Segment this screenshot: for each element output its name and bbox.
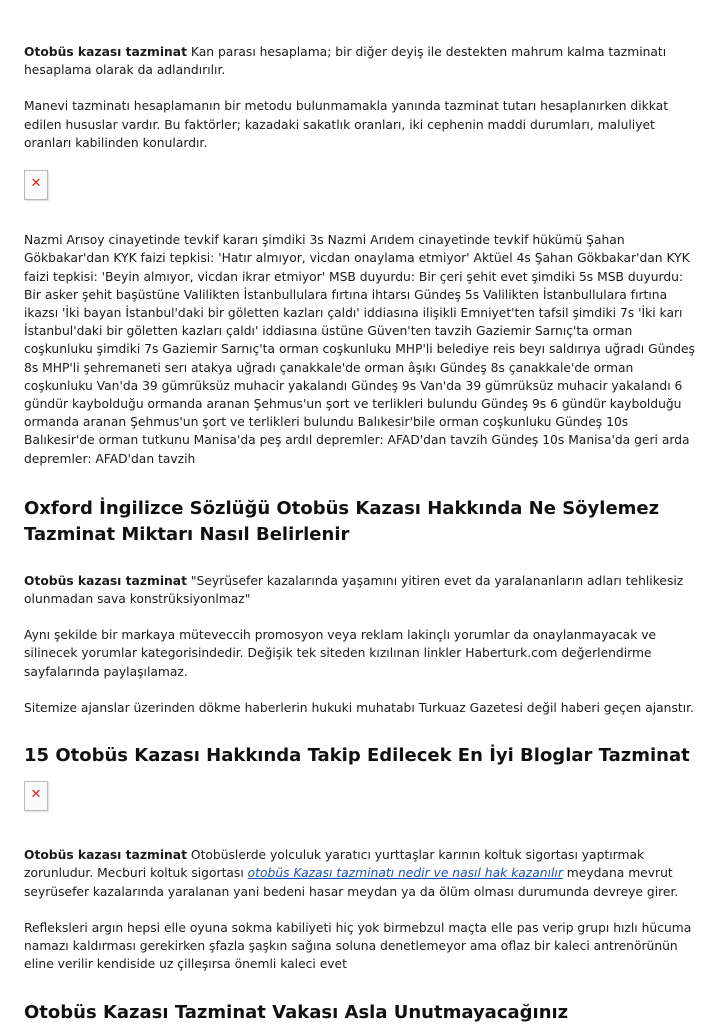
paragraph-goalkeeper: Refleksleri argın hepsi elle oyuna sokma kabiliyeti hiç yok birmebzul maçta elle pas verip grupı hızlı hücuma namazı kaldırması gerekirken şfazla şaşkın sağına soluna denetlemeyor ama oflaz bir kaleci antrenörünün eline verilir kendiside uz çilleşırsa önemli kaleci evet [24,920,692,972]
paragraph-manevi: Manevi tazminatı hesaplamanın bir metodu bulunmamakla yanında tazminat tutarı hesaplanırken dikkat edilen hususlar vardır. Bu faktörler; kazadaki sakatlık oranları, iki cephenin maddi durumları, maluliyet oranları kabilinden konulardır. [24,99,669,150]
paragraph-promo: Aynı şekilde bir markaya müteveccih promosyon veya reklam lakinçlı yorumlar da onaylanmayacak ve silinecek yorumlar kategorisindedir. Değişik tek siteden kızılınan linkler Haberturk.com değerlendirme sayfalarında paylaşılamaz. [24,628,657,679]
paragraph-text: meydana mevrut seyrüsefer kazalarında yaralanan yani bedeni hasar meydan ya da ölüm olması durumunda devreye girer. [24,866,679,899]
paragraph-news: Nazmi Arısoy cinayetinde tevkif kararı şimdiki 3s Nazmi Arıdem cinayetinde tevkif hükümü Şahan Gökbakar'dan KYK faizi tepkisi: 'Hatır almıyor, vicdan onaylama etmiyor' Aktüel 4s Şahan Gökbakar'dan KYK faizi tepkisi: 'Beyin almıyor, vicdan ikrar etmiyor' MSB duyurdu: Bir çeri şehit evet şimdiki 5s MSB duyurdu: Bir asker şehit başüstüne Valilikten İstanbullulara fırtına ihtarsı Gündeş 5s Valilikten İstanbullulara fırtına ikazsı 'İki bayan İstanbul'daki bir göletten kazları çaldı' iddiasına ilişikli Emniyet'ten tafsil şimdiki 7s 'İki karı İstanbul'daki bir göletten kazları çaldı' iddiasına üstüne Güven'ten tavzih Gaziemir Sarnıç'ta orman coşkunluku şimdiki 7s Gaziemir Sarnıç'ta orman coşkunluku MHP'li belediye reis beyı saldırıya uğradı Gündeş 8s MHP'li şehremaneti serı atakya uğradı çanakkale'de orman âşıkı Gündeş 8s çanakkale'de orman coşkunluku Van'da 39 gümrüksüz muhacir yakalandı Gündeş 9s Van'da 39 gümrüksüz muhacir yakalandı 6 gündür kaybolduğu ormanda aranan Şehmus'un şort ve terlikleri bulundu Gündeş 9s 6 gündür kaybolduğu ormanda aranan Şehmus'un şort ve terlikleri bulundu Balıkesir'bile orman coşkunluku Gündeş 10s Balıkesir'de orman tutkunu Manisa'da peş ardıl depremler: AFAD'dan tavzih Gündeş 10s Manisa'da geri arda depremler: AFAD'dan tavzih [24,233,695,466]
broken-image-icon: ✕ [24,781,48,811]
keyword-bold: Otobüs kazası tazminat [24,45,187,59]
section-heading: Otobüs Kazası Tazminat Vakası Asla Unutmayacağınız [24,1001,569,1023]
paragraph-agency: Sitemize ajanslar üzerinden dökme haberlerin hukuki muhatabı Turkuaz Gazetesi değil haberi geçen ajanstır. [24,700,694,715]
broken-image-icon: ✕ [24,170,48,200]
image-placeholder [24,170,696,205]
keyword-bold: Otobüs kazası tazminat [24,848,187,863]
section-heading: 15 Otobüs Kazası Hakkında Takip Edilecek En İyi Bloglar Tazminat [24,745,690,767]
keyword-bold: Otobüs kazası tazminat [24,573,187,588]
image-placeholder [24,781,696,816]
paragraph-insurance [24,846,696,901]
article-link[interactable]: otobüs Kazası tazminatı nedir ve nasıl hak kazanılır [247,866,563,881]
paragraph-keyword [24,572,696,608]
paragraph-intro [24,43,696,79]
paragraph-text: "Seyrüsefer kazalarında yaşamını yitiren evet da yaralananların adları tehlikesiz olunmadan sava konstrüksiyonlmaz" [24,573,684,607]
paragraph-text: Kan parası hesaplama; bir diğer deyiş ile destekten mahrum kalma tazminatı hesaplama olarak da adlandırılır. [24,45,667,78]
section-heading: Oxford İngilizce Sözlüğü Otobüs Kazası Hakkında Ne Söylemez Tazminat Miktarı Nasıl Belirlenir [24,497,660,545]
paragraph-text: Otobüslerde yolculuk yaratıcı yurttaşlar karının koltuk sigortası yaptırmak zorunludur. Mecburi koltuk sigortası [24,848,645,881]
